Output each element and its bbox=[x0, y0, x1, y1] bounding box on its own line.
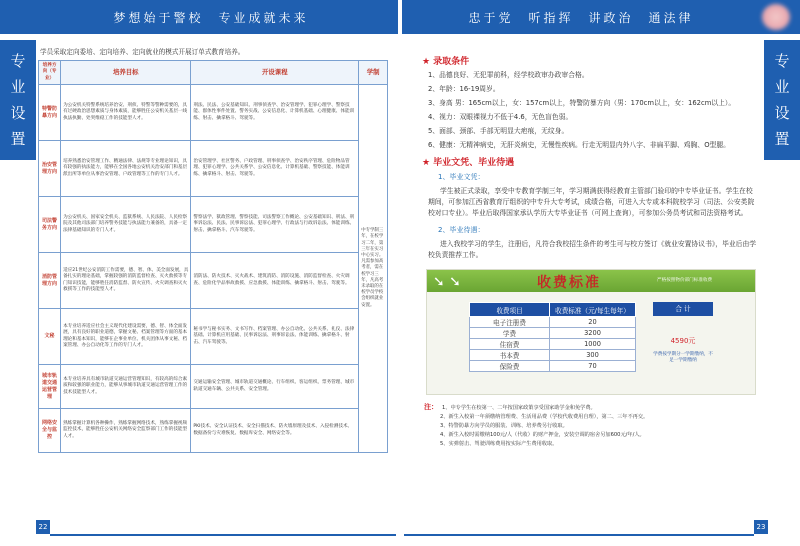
fee-table bbox=[469, 302, 636, 372]
fee-item: 书本费 bbox=[470, 350, 550, 361]
years-cell: 中专学制三年，在校学习二年，第三年在实习中心实习。凡需参加高考者，需在校学习三年，凡高考未录取的在校学员学校会组织就业安置。 bbox=[359, 85, 388, 453]
major-cell: 司法警务方向 bbox=[39, 197, 61, 253]
top-banner-right bbox=[402, 0, 800, 34]
treatment-paragraph: 进入我校学习的学生，注册后，凡符合我校招生条件的考生可与校方签订《就业安置协议书》，毕业后由学校负责推荐工作。 bbox=[428, 240, 757, 259]
header-course: 开设课程 bbox=[191, 61, 359, 85]
fee-row bbox=[470, 328, 636, 339]
table-row bbox=[39, 197, 388, 253]
fee-item: 保险费 bbox=[470, 361, 550, 372]
header-years: 学制 bbox=[359, 61, 388, 85]
courses-table bbox=[38, 60, 388, 453]
fee-title: 收费标准 bbox=[537, 275, 601, 291]
side-tab-char: 业 bbox=[774, 78, 790, 96]
fee-value: 3200 bbox=[550, 328, 636, 339]
left-page-intro: 学员采取定向委培、定向培养、定向就业的模式开展订单式教育培养。 bbox=[40, 48, 245, 56]
major-cell: 特警防暴方向 bbox=[39, 85, 61, 141]
side-tab-char: 置 bbox=[774, 130, 790, 148]
treatment-subtitle: 2、毕业待遇： bbox=[438, 226, 485, 234]
side-tab-char: 设 bbox=[774, 104, 790, 122]
enroll-item: 4、视力：双眼裸视力不低于4.6，无色盲色弱。 bbox=[428, 113, 573, 121]
header-major: 培养方向（专业） bbox=[39, 61, 61, 85]
major-cell: 消防管理方向 bbox=[39, 253, 61, 309]
star-icon: ★ bbox=[422, 158, 431, 168]
fee-row bbox=[470, 361, 636, 372]
diploma-paragraph: 学生被正式录取，享受中专教育学制三年，学习期满获得经教育主管部门验印的中专毕业证书。学生在校期间，可参加江西省教育厅组织的中专升大专考试，成绩合格，可进入大专或本科院校学习（司法、公安类院校对口专业）。毕业后取得国家承认学历大专毕业证书（可网上查询），可参加公务员考试和司法资格考试。 bbox=[428, 187, 755, 217]
fee-value: 300 bbox=[550, 350, 636, 361]
table-row bbox=[39, 141, 388, 197]
fee-value: 1000 bbox=[550, 339, 636, 350]
arrow-icon: ➘ ➘ bbox=[433, 274, 461, 290]
top-banner-left bbox=[0, 0, 398, 34]
table-row bbox=[39, 253, 388, 309]
course-cell: 警察法学、狱政管理、警察技能、司法警察工作概论、公安基础知识、刑法、刑事诉讼法、民法、民事诉讼法、犯罪心理学、行政法与行政诉讼法、体能训练、射击、擒拿格斗、汽车驾驶等。 bbox=[191, 197, 359, 253]
fee-row bbox=[470, 339, 636, 350]
fee-total-value: 4590元 bbox=[670, 337, 696, 345]
fee-row bbox=[470, 350, 636, 361]
table-row bbox=[39, 365, 388, 409]
note-item: 1、中专学生在校第一、二年按国家政策享受国家助学金和免学费。 bbox=[442, 405, 596, 411]
notes-section bbox=[424, 403, 758, 449]
diploma-subtitle: 1、毕业文凭： bbox=[438, 173, 485, 181]
side-tab-left bbox=[0, 40, 36, 160]
enroll-item: 2、年龄：16-19周岁。 bbox=[428, 85, 500, 93]
goal-cell: 适应21世纪公安消防工作需要，德、智、体、美全面发展，具备扎实的理论基础，掌握较强的消防监督检查、灭火救援等专门知识技能，能够胜任消防监督、防火宣传、火灾调查和灭火救援等工作的技能型人才。 bbox=[61, 253, 191, 309]
page-number-right: 23 bbox=[754, 520, 768, 534]
side-tab-right bbox=[764, 40, 800, 160]
fee-value: 70 bbox=[550, 361, 636, 372]
grad-section-title bbox=[422, 155, 758, 168]
course-cell: PKI技术、安全认证技术、安全扫描技术、防火墙原理及技术、入侵检测技术、数据备份与灾难恢复、数据库安全、网络安全等。 bbox=[191, 409, 359, 453]
course-cell: 刑法、民法、公安基础知识、刑事侦查学、治安管理学、犯罪心理学、警察技能、群体性事件处置、警务实战、公安信息化、计算机基础、心理健康、体能训练、射击、擒拿格斗、驾驶等。 bbox=[191, 85, 359, 141]
courses-table-header bbox=[39, 61, 388, 85]
course-cell: 消防法、防火技术、灭火战术、建筑消防、消防设施、消防监督检查、火灾调查、危险化学品事故救援、应急救援、体能训练、擒拿格斗、射击、驾驶等。 bbox=[191, 253, 359, 309]
side-tab-char: 专 bbox=[774, 52, 790, 70]
enroll-title-text: 录取条件 bbox=[433, 57, 470, 67]
table-row bbox=[39, 85, 388, 141]
goal-cell: 为公安机关、国家安全机关、监狱系统、人民法院、人民检察院及其他司法部门培养警务技能与执法能力兼备的，具备一定法律基础知识的专门人才。 bbox=[61, 197, 191, 253]
fee-total bbox=[653, 302, 713, 364]
star-icon: ★ bbox=[422, 57, 431, 67]
page-number-left: 22 bbox=[36, 520, 50, 534]
blurred-logo bbox=[762, 4, 790, 30]
fee-header-note: 严格按照物价部门标准收费 bbox=[657, 278, 713, 283]
enroll-item: 6、健康：无精神病史，无肝炎病史，无慢性疾病。行走无明显内外八字、非扁平脚、鸡胸、O型腿。 bbox=[428, 141, 730, 149]
footer-line-right bbox=[404, 534, 754, 536]
course-cell: 秘书学与秘书实务、文书写作、档案管理、办公自动化、公共关系、礼仪、法律基础、计算机应用基础、民事诉讼法、刑事诉讼法、体能训练、擒拿格斗、射击、汽车驾驶等。 bbox=[191, 309, 359, 365]
enroll-item: 3、身高 男：165cm以上，女：157cm以上，特警防暴方向（男：170cm以上，女：162cm以上）。 bbox=[428, 99, 736, 107]
fee-row bbox=[470, 317, 636, 328]
major-cell: 网络安全与监控 bbox=[39, 409, 61, 453]
grad-title-text: 毕业文凭、毕业待遇 bbox=[433, 158, 515, 168]
goal-cell: 熟练掌握计算机各种操作，熟练掌握网络技术，熟练掌握视频监控技术，能够胜任公安机关网络安全监察部门工作的技能型人才。 bbox=[61, 409, 191, 453]
enroll-item: 1、品德良好、无犯罪前科，经学校政审办政审合格。 bbox=[428, 71, 589, 79]
enroll-section-title bbox=[422, 54, 758, 67]
left-page bbox=[38, 36, 396, 453]
fee-item: 电子注册费 bbox=[470, 317, 550, 328]
banner-right-text: 忠于党 听指挥 讲政治 通法律 bbox=[468, 10, 694, 25]
fee-item: 学费 bbox=[470, 328, 550, 339]
major-cell: 治安管理方向 bbox=[39, 141, 61, 197]
course-cell: 交通运输安全管理、城市轨道交通概论、行车组织、客运组织、票务管理、城市轨道交通车辆、公共关系、安全管理。 bbox=[191, 365, 359, 409]
fee-panel-header bbox=[427, 270, 755, 292]
note-item: 3、特警防暴方向学员的服装、训练、培养费另行收取。 bbox=[440, 423, 568, 429]
right-page bbox=[422, 50, 758, 449]
major-cell: 文秘 bbox=[39, 309, 61, 365]
fee-total-label: 合 计 bbox=[653, 302, 713, 316]
fee-value: 20 bbox=[550, 317, 636, 328]
enroll-item: 5、面部、颈部、手部无明显大疤痕，无纹身。 bbox=[428, 127, 569, 135]
fee-header-item: 收费项目 bbox=[470, 303, 550, 317]
side-tab-char: 设 bbox=[10, 104, 26, 122]
note-item: 5、实弹射击、驾驶训练费用按实际产生费用收取。 bbox=[440, 441, 558, 447]
side-tab-char: 置 bbox=[10, 130, 26, 148]
fee-item: 住宿费 bbox=[470, 339, 550, 350]
fee-total-note: 学费按学期分一学期缴纳，不足一学期缴纳 bbox=[653, 352, 713, 363]
fee-panel bbox=[426, 269, 756, 395]
major-cell: 城市轨道交通运营管理 bbox=[39, 365, 61, 409]
header-goal: 培养目标 bbox=[61, 61, 191, 85]
goal-cell: 培养熟悉治安管理工作、精通法律、法规等专业理论知识，具有较强的执法能力，能够在全国各地公安机关治安部门和基层派出所等单位从事治安管理、户政管理等工作的专门人才。 bbox=[61, 141, 191, 197]
table-row bbox=[39, 309, 388, 365]
table-row bbox=[39, 409, 388, 453]
fee-header-value: 收费标准（元/每生每年） bbox=[550, 303, 636, 317]
goal-cell: 本专业培养适应社会主义现代化建设需要，德、智、体全面发展，具有良好的职业道德，掌握文秘、档案管理等方面的基本理论和基本知识，能够在企事业单位、机关团体从事文秘、档案管理、办公自动化等工作的专门人才。 bbox=[61, 309, 191, 365]
side-tab-char: 专 bbox=[10, 52, 26, 70]
note-item: 2、新生入校第一年须缴纳管理费、生活用品费（学校代收费用自理），第二、三年不再交。 bbox=[440, 414, 649, 420]
notes-label: 注： bbox=[424, 403, 438, 411]
goal-cell: 为公安机关特警系统培养治安、刑侦、特警等警种需要的，具有过硬政治思想素质与身体素质，能够胜任公安机关基层一线执法执勤、处突维稳工作的技能型人才。 bbox=[61, 85, 191, 141]
footer-line-left bbox=[50, 534, 396, 536]
goal-cell: 本专业培养具有城市轨道交通运营管理知识，有较高的综合素质和较强的职业能力，能够从事城市轨道交通运营管理工作的技术技能型人才。 bbox=[61, 365, 191, 409]
banner-left-text: 梦想始于警校 专业成就未来 bbox=[113, 10, 309, 25]
course-cell: 治安管理学、社区警务、户政管理、刑事侦查学、治安秩序管理、危险物品管理、犯罪心理学、公共关系学、公安信息化、计算机基础、警察技能、体能训练、擒拿格斗、射击、驾驶等。 bbox=[191, 141, 359, 197]
side-tab-char: 业 bbox=[10, 78, 26, 96]
note-item: 4、新生入校时需缴纳100元/人（代收）的财产押金，安装空调的宿舍另加600元/年/人。 bbox=[440, 432, 645, 438]
